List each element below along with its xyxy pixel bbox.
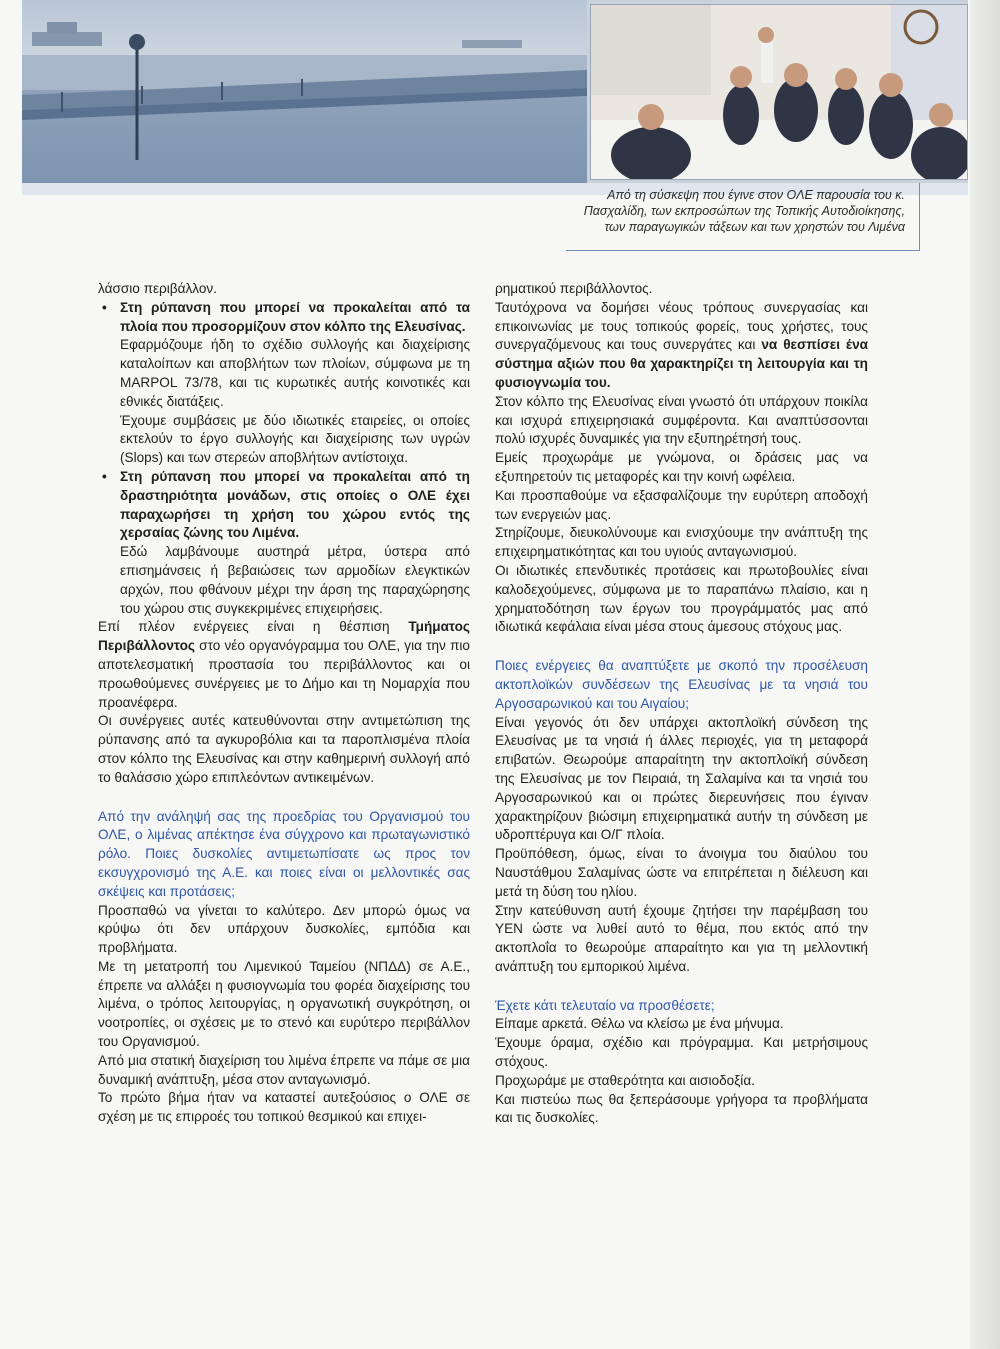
interview-question: Έχετε κάτι τελευταίο να προσθέσετε;	[495, 997, 715, 1013]
paragraph: Έχουμε συμβάσεις με δύο ιδιωτικές εταιρείες, οι οποίες εκτελούν το έργο συλλογής και διαχείρισης των υγρών (Slops) και των στερεών αποβλήτων αντίστοιχα.	[120, 412, 470, 466]
photo-caption: Από τη σύσκεψη που έγινε στον ΟΛΕ παρουσία του κ. Πασχαλίδη, των εκπροσώπων της Τοπικής Αυτοδιοίκησης, των παραγωγικών τάξεων και των χρηστών του Λιμένα	[583, 188, 905, 234]
interview-question: Ποιες ενέργειες θα αναπτύξετε με σκοπό την προσέλευση ακτοπλοϊκών συνδέσεων της Ελευσίνας με τα νησιά του Αργοσαρωνικού και του Αιγαίου;	[495, 658, 868, 711]
paragraph: Έχουμε όραμα, σχέδιο και πρόγραμμα. Και μετρήσιμους στόχους.	[495, 1035, 868, 1070]
paragraph: Προχωράμε με σταθερότητα και αισιοδοξία.	[495, 1072, 755, 1088]
paragraph: Οι ιδιωτικές επενδυτικές προτάσεις και πρωτοβουλίες είναι καλοδεχούμενες, σύμφωνα με το παραπάνω πλαίσιο, και η χρηματοδότηση των έργων του προγράμματός μας από ιδιωτικά κεφάλαια είναι μέσα στους άμεσους στόχους μας.	[495, 562, 868, 635]
paragraph: Στην κατεύθυνση αυτή έχουμε ζητήσει την παρέμβαση του ΥΕΝ ώστε να λυθεί αυτό το θέμα, που εκτός από την ακτοπλοΐα το θεωρούμε απαραίτητο και για τη μελλοντική ανάπτυξη του εμπορικού λιμένα.	[495, 902, 868, 974]
left-column	[98, 280, 470, 1127]
paragraph: Με τη μετατροπή του Λιμενικού Ταμείου (ΝΠΔΔ) σε Α.Ε., έπρεπε να αλλάξει η φυσιογνωμία του φορέα διαχείρισης του λιμένα, ο τρόπος λειτουργίας, η οργανωτική συγκρότηση, οι νοοτροπίες, οι σχέσεις με το στενό και ευρύτερο περιβάλλον του Οργανισμού.	[98, 958, 470, 1050]
paragraph: Επί πλέον ενέργειες είναι η θέσπιση Τμήματος Περιβάλλοντος στο νέο οργανόγραμμα του ΟΛΕ, για την πιο αποτελεσματική προστασία του περιβάλλοντος και οι προωθούμενες συνέργειες με το Δήμο και τη Νομαρχία που προανέφερα.	[98, 619, 470, 710]
page-edge-shadow	[970, 0, 1000, 1349]
paragraph: Εμείς προχωράμε με γνώμονα, οι δράσεις μας να εξυπηρετούν τις μεταφορές και την κοινή ωφέλεια.	[495, 450, 868, 484]
bullet-item: • Στη ρύπανση που μπορεί να προκαλείται από τα πλοία που προσορμίζουν στον κόλπο της Ελευσίνας.	[102, 299, 470, 334]
paragraph: Από μια στατική διαχείριση του λιμένα έπρεπε να πάμε σε μια δυναμική ανάπτυξη, μέσα στον ανταγωνισμό.	[98, 1052, 470, 1087]
paragraph: Και πιστεύω πως θα ξεπεράσουμε γρήγορα τα προβλήματα και τις δυσκολίες.	[495, 1091, 868, 1126]
meeting-photo	[590, 4, 968, 180]
paragraph: Εδώ λαμβάνουμε αυστηρά μέτρα, ύστερα από επισημάνσεις ή βεβαιώσεις των αρμοδίων ελεγκτικών αρχών, που φθάνουν μέχρι την άρση της παραχώρησης του χώρου στις συγκεκριμένες επιχειρήσεις.	[120, 544, 470, 616]
bullet-icon: •	[102, 299, 107, 315]
bullet-item: • Στη ρύπανση που μπορεί να προκαλείται από τη δραστηριότητα μονάδων, στις οποίες ο ΟΛΕ έχει παραχωρήσει τη χρήση του χώρου εντός της χερσαίας ζώνης του Λιμένα.	[102, 468, 470, 541]
paragraph: Στηρίζουμε, διευκολύνουμε και ενισχύουμε την ανάπτυξη της επιχειρηματικότητας και του υγιούς ανταγωνισμού.	[495, 525, 868, 560]
paragraph: Και προσπαθούμε να εξασφαλίζουμε την ευρύτερη αποδοχή των ενεργειών μας.	[495, 487, 868, 522]
paragraph: Είναι γεγονός ότι δεν υπάρχει ακτοπλοϊκή σύνδεση της Ελευσίνας με τα νησιά ή άλλες περιοχές, για τη μεταφορά επιβατών. Θεωρούμε απαραίτητη την ακτοπλοϊκή σύνδεση της Ελευσίνας με τον Πειραιά, τη Σαλαμίνα και τα νησιά του Αργοσαρωνικού και οι πρώτες διερευνήσεις που έγιναν χαρακτηρίζουν βιώσιμη επιχειρηματικά αυτήν τη σύνδεση με υδροπτέρυγα και Ο/Γ πλοία.	[495, 714, 868, 843]
paragraph: ρηματικού περιβάλλοντος.	[495, 281, 653, 296]
paragraph: Το πρώτο βήμα ήταν να καταστεί αυτεξούσιος ο ΟΛΕ σε σχέση με τις επιρροές του τοπικού θεσμικού και επιχει-	[98, 1090, 470, 1125]
paragraph: Στον κόλπο της Ελευσίνας είναι γνωστό ότι υπάρχουν ποικίλα και ισχυρά επιχειρησιακά συμφέροντα. Και αναπτύσσονται πολύ ισχυρές δυναμικές για την εξυπηρέτησή τους.	[495, 393, 868, 447]
paragraph: Είπαμε αρκετά. Θέλω να κλείσω με ένα μήνυμα.	[495, 1016, 784, 1032]
paragraph: Ταυτόχρονα να δομήσει νέους τρόπους συνεργασίας και επικοινωνίας με τους τοπικούς φορείς, τους χρήστες, τους συνεργαζόμενους και τους συνεργάτες και να θεσπίσει ένα σύστημα αξιών που θα χαρακτηρίζει τη λειτουργία και τη φυσιογνωμία του.	[495, 299, 868, 390]
bullet-icon: •	[102, 468, 107, 484]
harbor-photo	[22, 0, 587, 183]
paragraph: Οι συνέργειες αυτές κατευθύνονται στην αντιμετώπιση της ρύπανσης από τα αγκυροβόλια και τα παροπλισμένα πλοία στον κόλπο της Ελευσίνας και στην καθημερινή συλλογή από το θαλάσσιο χώρο επιπλεόντων αντικειμένων.	[98, 713, 470, 785]
paragraph: Προϋπόθεση, όμως, είναι το άνοιγμα του διαύλου του Ναυστάθμου Σαλαμίνας ώστε να επιτρέπεται η διέλευση και μετά τη δύση του ηλίου.	[495, 846, 868, 899]
photo-banner	[22, 0, 968, 183]
paragraph: Προσπαθώ να γίνεται το καλύτερο. Δεν μπορώ όμως να κρύψω ότι δεν υπάρχουν δυσκολίες, εμπόδια και προβλήματα.	[98, 902, 470, 956]
paragraph: Εφαρμόζουμε ήδη το σχέδιο συλλογής και διαχείρισης καταλοίπων και αποβλήτων των πλοίων, σύμφωνα με τη MARPOL 73/78, και τις κυρωτικές αυτής κοινοτικές και εθνικές διατάξεις.	[120, 337, 470, 409]
interview-question: Από την ανάληψή σας της προεδρίας του Οργανισμού του ΟΛΕ, ο λιμένας απέκτησε ένα σύγχρονο και πρωταγωνιστικό ρόλο. Ποιες δυσκολίες αντιμετωπίσατε ως προς τον εκσυγχρονισμό της Α.Ε. και ποιες είναι οι μελλοντικές σας σκέψεις και προτάσεις;	[98, 808, 470, 899]
photo-caption-box	[566, 183, 920, 251]
right-column	[495, 280, 868, 1128]
paragraph: λάσσιο περιβάλλον.	[98, 281, 217, 296]
